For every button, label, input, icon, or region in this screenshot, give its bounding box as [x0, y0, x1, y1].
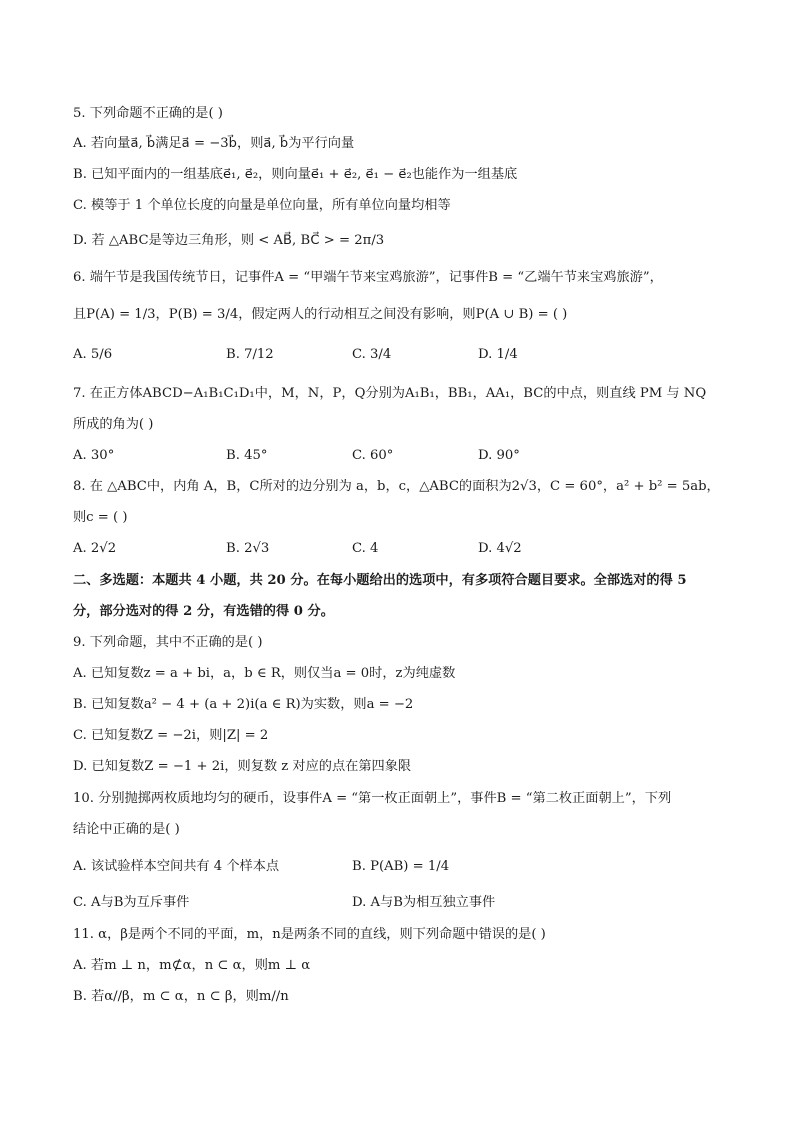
q6-option-b: B. 7/12 — [226, 347, 274, 362]
q10-option-a: A. 该试验样本空间共有 4 个样本点 — [73, 859, 280, 874]
q10-stem-line1: 10. 分别抛掷两枚质地均匀的硬币，设事件A = “第一枚正面朝上”，事件B = “第二枚正面朝上”，下列 — [73, 791, 672, 806]
q5-option-d: D. 若 △ABC是等边三角形，则 < AB⃗, BC⃗ > = 2π/3 — [73, 233, 385, 248]
q8-stem-line2: 则c = ( ) — [73, 510, 128, 525]
q10-option-d: D. A与B为相互独立事件 — [352, 895, 496, 910]
q10-option-c: C. A与B为互斥事件 — [73, 895, 190, 910]
q8-option-c: C. 4 — [352, 541, 379, 556]
q7-option-d: D. 90° — [478, 448, 520, 463]
q6-stem-line2: 且P(A) = 1/3，P(B) = 3/4，假定两人的行动相互之间没有影响，则P(A ∪ B) = ( ) — [73, 307, 568, 322]
q6-option-c: C. 3/4 — [352, 347, 392, 362]
q5-option-b: B. 已知平面内的一组基底e⃗₁, e⃗₂，则向量e⃗₁ + e⃗₂, e⃗₁ − e⃗₂也能作为一组基底 — [73, 167, 518, 182]
q8-option-a: A. 2√2 — [73, 541, 117, 556]
q5-stem: 5. 下列命题不正确的是( ) — [73, 106, 223, 121]
q9-option-c: C. 已知复数Z = −2i，则|Z| = 2 — [73, 728, 269, 743]
q9-stem: 9. 下列命题，其中不正确的是( ) — [73, 635, 263, 650]
q7-option-b: B. 45° — [226, 448, 268, 463]
q7-option-a: A. 30° — [73, 448, 115, 463]
q11-stem: 11. α，β是两个不同的平面，m，n是两条不同的直线，则下列命题中错误的是( ) — [73, 927, 546, 942]
q5-option-c: C. 模等于 1 个单位长度的向量是单位向量，所有单位向量均相等 — [73, 198, 451, 213]
q8-option-d: D. 4√2 — [478, 541, 522, 556]
q9-option-d: D. 已知复数Z = −1 + 2i，则复数 z 对应的点在第四象限 — [73, 759, 412, 774]
q9-option-b: B. 已知复数a² − 4 + (a + 2)i(a ∈ R)为实数，则a = −2 — [73, 697, 414, 712]
q6-option-d: D. 1/4 — [478, 347, 518, 362]
q7-stem-line1: 7. 在正方体ABCD−A₁B₁C₁D₁中，M，N，P，Q分别为A₁B₁，BB₁，AA₁，BC的中点，则直线 PM 与 NQ — [73, 386, 707, 401]
q5-option-a: A. 若向量a⃗, b⃗满足a⃗ = −3b⃗，则a⃗, b⃗为平行向量 — [73, 136, 355, 151]
section2-heading-line2: 分，部分选对的得 2 分，有选错的得 0 分。 — [73, 604, 334, 619]
q7-stem-line2: 所成的角为( ) — [73, 417, 154, 432]
q11-option-b: B. 若α//β，m ⊂ α，n ⊂ β，则m//n — [73, 989, 289, 1004]
q9-option-a: A. 已知复数z = a + bi，a，b ∈ R，则仅当a = 0时，z为纯虚数 — [73, 666, 456, 681]
q6-stem-line1: 6. 端午节是我国传统节日，记事件A = “甲端午节来宝鸡旅游”，记事件B = “乙端午节来宝鸡旅游”， — [73, 270, 663, 285]
q10-stem-line2: 结论中正确的是( ) — [73, 822, 180, 837]
q10-option-b: B. P(AB) = 1/4 — [352, 859, 450, 874]
q7-option-c: C. 60° — [352, 448, 394, 463]
q8-stem-line1: 8. 在 △ABC中，内角 A，B，C所对的边分别为 a，b，c，△ABC的面积为2√3，C = 60°，a² + b² = 5ab， — [73, 479, 720, 494]
q6-option-a: A. 5/6 — [73, 347, 113, 362]
section2-heading-line1: 二、多选题：本题共 4 小题，共 20 分。在每小题给出的选项中，有多项符合题目要求。全部选对的得 5 — [73, 573, 687, 588]
q11-option-a: A. 若m ⊥ n，m⊄α，n ⊂ α，则m ⊥ α — [73, 958, 311, 973]
q8-option-b: B. 2√3 — [226, 541, 270, 556]
